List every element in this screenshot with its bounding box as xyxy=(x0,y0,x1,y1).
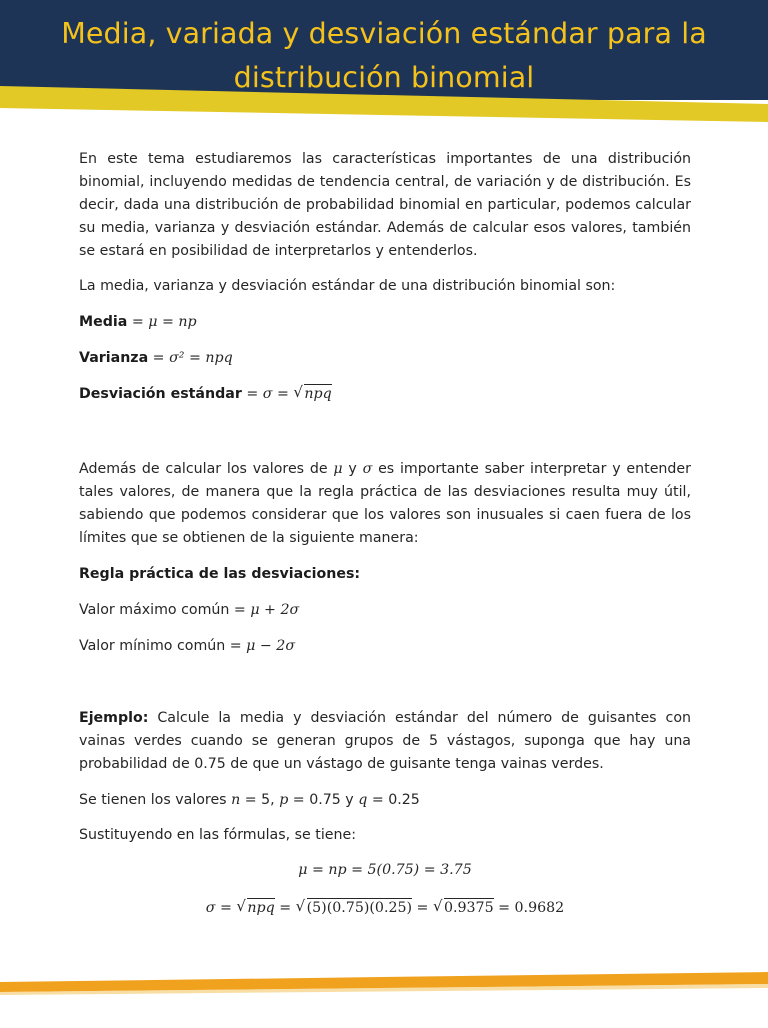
varianza-label: Varianza xyxy=(79,350,149,366)
intro-paragraph: En este tema estudiaremos las características importantes de una distribución binomial, incluyendo medidas de tendencia central, de variación y de distribución. Es decir, dada una distribución de probabilidad binomial en particular, podemos calcular su media, varianza y desviación estándar. Además de calcular esos valores, también se estará en posibilidad de interpretarlos y entenderlos. xyxy=(79,151,691,259)
media-expression: μ = np xyxy=(148,314,197,330)
varianza-expression: σ² = npq xyxy=(169,350,233,366)
valor-maximo: Valor máximo común = μ + 2σ xyxy=(79,602,300,618)
page-title xyxy=(0,12,768,100)
desviacion-formula: Desviación estándar = σ = √ npq xyxy=(79,383,691,406)
sqrt-npq: √ npq xyxy=(293,383,331,406)
footer-banner-graphic xyxy=(0,966,768,1024)
media-label: Media xyxy=(79,314,128,330)
page-header xyxy=(0,0,768,122)
regla-title: Regla práctica de las desviaciones: xyxy=(79,566,361,582)
desviacion-label: Desviación estándar xyxy=(79,386,242,402)
desviacion-expression: σ = xyxy=(262,386,294,402)
valor-minimo: Valor mínimo común = μ − 2σ xyxy=(79,638,296,654)
varianza-formula: Varianza = σ² = npq xyxy=(79,350,233,366)
page-footer xyxy=(0,966,768,1024)
formulas-intro: La media, varianza y desviación estándar de una distribución binomial son: xyxy=(79,278,616,294)
result-mu: μ = np = 5(0.75) = 3.75 xyxy=(298,862,472,878)
title-line-1: Media, variada y desviación estándar para la xyxy=(61,17,707,50)
interpretation-paragraph: Además de calcular los valores de μ y σ es importante saber interpretar y entender tales valores, de manera que la regla práctica de las desviaciones resulta muy útil, sabiendo que podemos considerar que los valores son inusuales si caen fuera de los límites que se obtienen de la siguiente manera: xyxy=(79,461,691,546)
result-sigma: σ = √ npq = √ (5)(0.75)(0.25) = √ 0.9375 = 0.9682 xyxy=(79,897,691,920)
ejemplo-paragraph: Ejemplo: Calcule la media y desviación estándar del número de guisantes con vainas verdes cuando se generan grupos de 5 vástagos, suponga que hay una probabilidad de 0.75 de que un vástago de guisante tenga vainas verdes. xyxy=(79,710,691,772)
title-line-2: distribución binomial xyxy=(233,61,535,94)
sustituyendo-line: Sustituyendo en las fórmulas, se tiene: xyxy=(79,827,357,843)
valores-line: Se tienen los valores n = 5, p = 0.75 y q = 0.25 xyxy=(79,792,420,808)
ejemplo-label: Ejemplo: xyxy=(79,710,149,726)
media-formula: Media = μ = np xyxy=(79,314,197,330)
